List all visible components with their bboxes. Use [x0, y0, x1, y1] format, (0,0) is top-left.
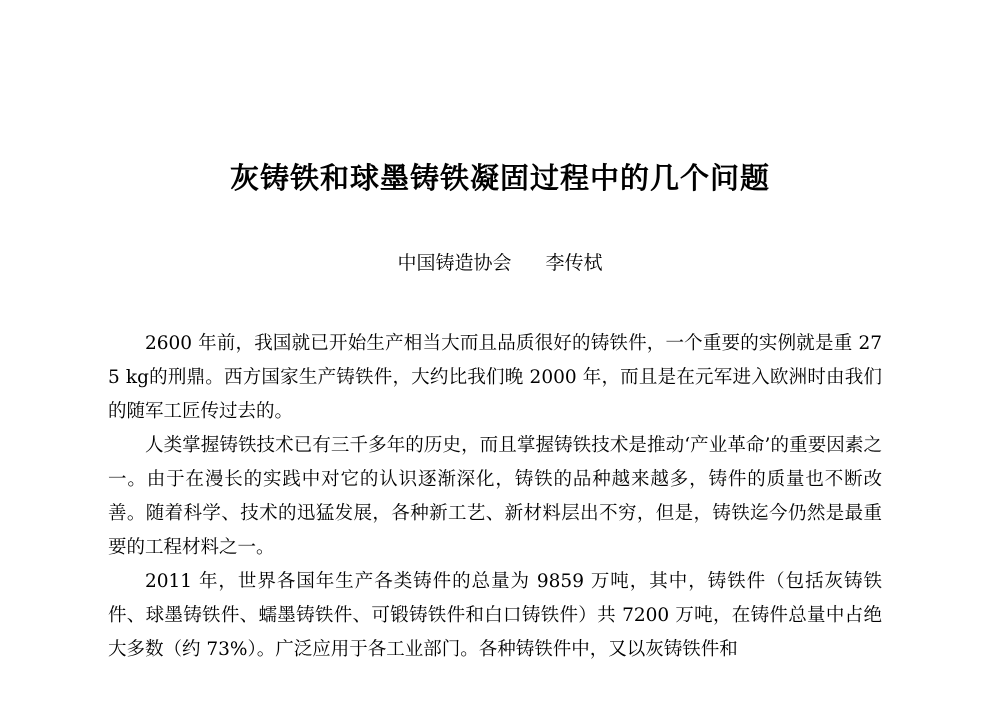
paragraph-2: 人类掌握铸铁技术已有三千多年的历史，而且掌握铸铁技术是推动‘产业革命’的重要因素之一。由于在漫长的实践中对它的认识逐渐深化，铸铁的品种越来越多，铸件的质量也不断改善。随着科学、技术的迅猛发展，各种新工艺、新材料层出不穷，但是，铸铁迄今仍然是最重要的工程材料之一。: [108, 435, 882, 558]
body-text: [108, 327, 882, 667]
paper-title: 灰铸铁和球墨铸铁凝固过程中的几个问题: [229, 161, 770, 195]
author-name: 李传栻: [545, 252, 603, 274]
author-byline: [0, 248, 1000, 278]
paragraph-3: 2011 年，世界各国年生产各类铸件的总量为 9859 万吨，其中，铸铁件（包括灰铸铁件、球墨铸铁件、蠕墨铸铁件、可锻铸铁件和白口铸铁件）共 7200 万吨，在铸件总量中占绝大多数（约 73%）。广泛应用于各工业部门。各种铸铁件中，又以灰铸铁件和: [108, 571, 882, 660]
author-organization: 中国铸造协会: [397, 252, 512, 274]
paragraph-1: 2600 年前，我国就已开始生产相当大而且品质很好的铸铁件，一个重要的实例就是重 275 kg的刑鼎。西方国家生产铸铁件，大约比我们晚 2000 年，而且是在元军进入欧洲时由我们的随军工匠传过去的。: [108, 333, 882, 422]
